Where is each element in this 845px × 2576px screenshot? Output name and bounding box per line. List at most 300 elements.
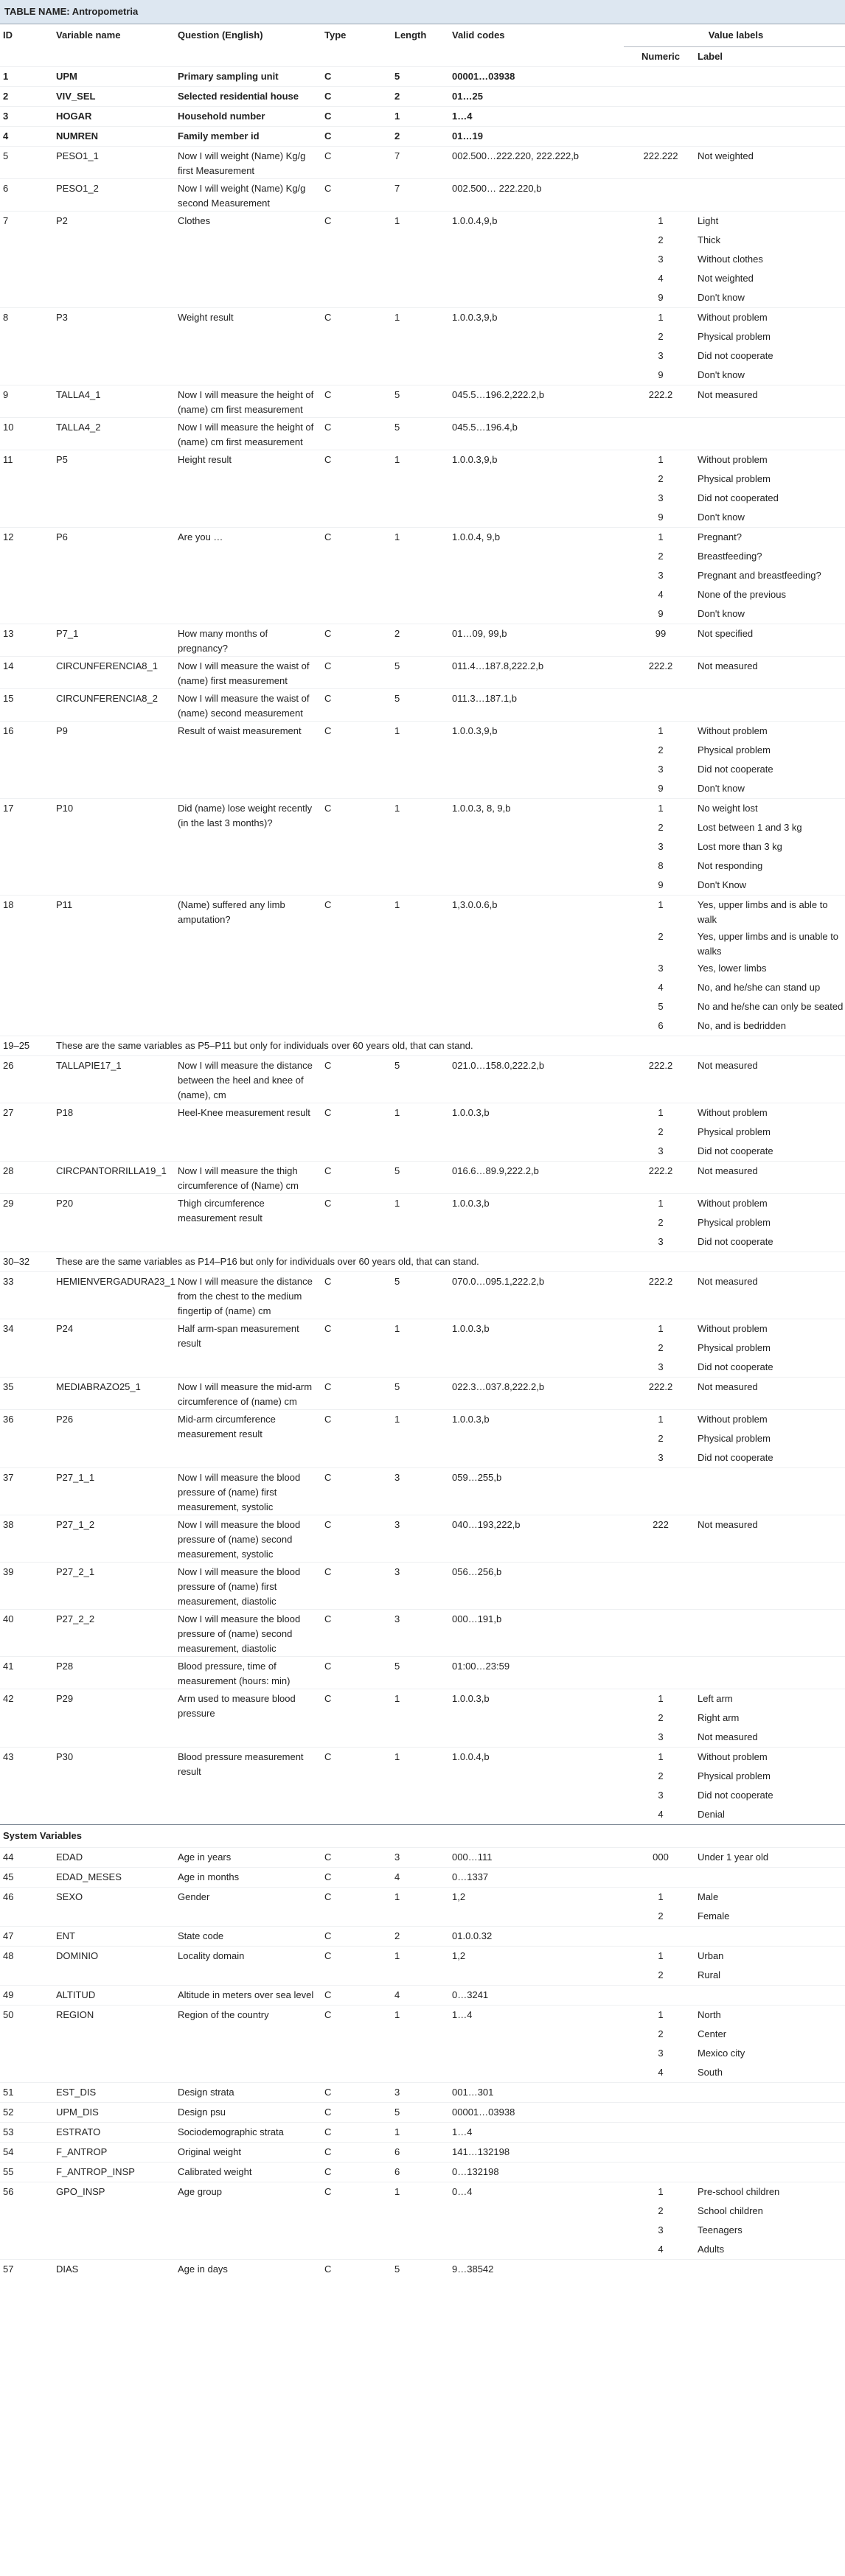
note-row xyxy=(0,1036,845,1056)
value-numeric: 000 xyxy=(624,1848,695,1868)
row-id: 42 xyxy=(0,1689,53,1748)
valid-codes: 011.4…187.8,222.2,b xyxy=(449,657,624,689)
header-variable-name: Variable name xyxy=(56,29,121,41)
table-row xyxy=(0,2083,845,2103)
value-label: Yes, upper limbs and is unable to walks xyxy=(698,931,839,957)
type-value: C xyxy=(321,385,392,418)
type-value: C xyxy=(321,1610,392,1657)
value-numeric xyxy=(624,127,695,147)
valid-codes: 002.500…222.220, 222.222,b xyxy=(449,147,624,179)
row-id: 47 xyxy=(0,1927,53,1947)
variable-name: P27_2_1 xyxy=(53,1563,175,1610)
value-label: Center xyxy=(698,2028,727,2039)
value-label xyxy=(695,1868,845,1888)
row-id: 48 xyxy=(0,1947,53,1986)
table-row xyxy=(0,722,845,741)
row-id: 12 xyxy=(0,528,53,624)
question-text: Age in days xyxy=(175,2260,321,2280)
table-row xyxy=(0,2103,845,2123)
type-value: C xyxy=(321,657,392,689)
value-label: Urban xyxy=(695,1947,845,1966)
valid-codes: 1.0.0.3,b xyxy=(449,1410,624,1468)
value-label: Did not cooperated xyxy=(698,492,779,503)
section-title: System Variables xyxy=(0,1825,845,1848)
question-text: Did (name) lose weight recently (in the last 3 months)? xyxy=(175,799,321,896)
row-id: 36 xyxy=(0,1410,53,1468)
question-text: (Name) suffered any limb amputation? xyxy=(175,896,321,1036)
valid-codes: 00001…03938 xyxy=(449,67,624,87)
question-text: Now I will measure the blood pressure of (name) second measurement, systolic xyxy=(175,1515,321,1563)
value-numeric: 1 xyxy=(624,799,695,819)
row-id: 11 xyxy=(0,450,53,528)
value-numeric xyxy=(624,1563,695,1610)
value-numeric: 1 xyxy=(624,1319,695,1339)
question-text: Height result xyxy=(175,450,321,528)
table-row xyxy=(0,1986,845,2006)
value-numeric: 1 xyxy=(624,1194,695,1214)
value-numeric: 2 xyxy=(658,744,664,755)
row-id: 33 xyxy=(0,1272,53,1319)
valid-codes: 1.0.0.3,b xyxy=(449,1103,624,1162)
variable-name: SEXO xyxy=(53,1888,175,1927)
variable-name: P3 xyxy=(53,308,175,385)
table-body xyxy=(0,67,845,2280)
valid-codes: 1.0.0.3,9,b xyxy=(449,722,624,799)
value-label: Without clothes xyxy=(698,254,763,265)
value-label: Not specified xyxy=(695,624,845,657)
row-id: 39 xyxy=(0,1563,53,1610)
variable-name: ESTRATO xyxy=(53,2123,175,2143)
table-row xyxy=(0,1848,845,1868)
valid-codes: 016.6…89.9,222.2,b xyxy=(449,1162,624,1194)
type-value: C xyxy=(321,1689,392,1748)
type-value: C xyxy=(321,1848,392,1868)
header-value-labels: Value labels xyxy=(624,24,845,47)
valid-codes: 00001…03938 xyxy=(449,2103,624,2123)
value-numeric xyxy=(624,1986,695,2006)
row-id: 46 xyxy=(0,1888,53,1927)
valid-codes: 070.0…095.1,222.2,b xyxy=(449,1272,624,1319)
value-numeric: 3 xyxy=(658,492,664,503)
table-row xyxy=(0,1410,845,1430)
length-value: 1 xyxy=(392,528,449,624)
length-value: 5 xyxy=(392,418,449,450)
question-text: Design strata xyxy=(175,2083,321,2103)
value-label: Don't know xyxy=(698,512,745,523)
question-text: Now I will weight (Name) Kg/g first Measurement xyxy=(175,147,321,179)
type-value: C xyxy=(321,179,392,212)
length-value: 3 xyxy=(392,2083,449,2103)
value-numeric: 3 xyxy=(658,1145,664,1156)
type-value: C xyxy=(321,1563,392,1610)
valid-codes: 1…4 xyxy=(449,107,624,127)
row-id: 53 xyxy=(0,2123,53,2143)
row-id: 4 xyxy=(0,127,53,147)
value-numeric: 222.2 xyxy=(624,1056,695,1103)
value-numeric: 222.2 xyxy=(624,657,695,689)
header-question: Question (English) xyxy=(178,29,263,41)
table-row xyxy=(0,179,845,212)
type-value: C xyxy=(321,107,392,127)
value-numeric: 9 xyxy=(658,512,664,523)
table-row xyxy=(0,1868,845,1888)
length-value: 2 xyxy=(392,87,449,107)
value-numeric: 1 xyxy=(624,2182,695,2202)
valid-codes: 059…255,b xyxy=(449,1468,624,1515)
value-numeric: 2 xyxy=(658,1969,664,1980)
question-text: Blood pressure, time of measurement (hours: min) xyxy=(175,1657,321,1689)
question-text: Result of waist measurement xyxy=(175,722,321,799)
type-value: C xyxy=(321,2006,392,2083)
row-id: 15 xyxy=(0,689,53,722)
table-row xyxy=(0,87,845,107)
value-numeric xyxy=(624,107,695,127)
question-text: Now I will measure the waist of (name) second measurement xyxy=(175,689,321,722)
table-title: TABLE NAME: Antropometria xyxy=(0,0,845,24)
question-text: Now I will measure the height of (name) cm first measurement xyxy=(175,385,321,418)
value-label xyxy=(695,2163,845,2182)
value-numeric: 9 xyxy=(658,783,664,794)
header-id: ID xyxy=(3,29,13,41)
length-value: 5 xyxy=(392,1657,449,1689)
variable-name: REGION xyxy=(53,2006,175,2083)
row-id: 51 xyxy=(0,2083,53,2103)
value-label xyxy=(695,418,845,450)
valid-codes: 1,2 xyxy=(449,1888,624,1927)
value-numeric: 9 xyxy=(658,369,664,380)
question-text: Now I will measure the blood pressure of (name) second measurement, diastolic xyxy=(175,1610,321,1657)
variable-name: UPM_DIS xyxy=(53,2103,175,2123)
value-numeric xyxy=(624,2143,695,2163)
type-value: C xyxy=(321,689,392,722)
header-numeric: Numeric xyxy=(641,51,681,62)
row-id: 41 xyxy=(0,1657,53,1689)
value-numeric: 2 xyxy=(658,331,664,342)
type-value: C xyxy=(321,1272,392,1319)
value-numeric: 1 xyxy=(624,896,695,928)
variable-name: F_ANTROP_INSP xyxy=(53,2163,175,2182)
length-value: 5 xyxy=(392,1378,449,1410)
value-numeric: 2 xyxy=(658,1712,664,1723)
row-id: 19–25 xyxy=(0,1036,53,1056)
type-value: C xyxy=(321,896,392,1036)
value-numeric: 4 xyxy=(658,2244,664,2255)
valid-codes: 045.5…196.4,b xyxy=(449,418,624,450)
value-numeric: 4 xyxy=(658,273,664,284)
row-id: 57 xyxy=(0,2260,53,2280)
table-row xyxy=(0,147,845,179)
row-id: 1 xyxy=(0,67,53,87)
value-numeric: 2 xyxy=(658,551,664,562)
value-label: Not measured xyxy=(698,1731,758,1742)
value-label: No, and he/she can stand up xyxy=(698,982,821,993)
type-value: C xyxy=(321,1378,392,1410)
length-value: 1 xyxy=(392,896,449,1036)
value-numeric: 9 xyxy=(658,608,664,619)
length-value: 4 xyxy=(392,1986,449,2006)
question-text: Mid-arm circumference measurement result xyxy=(175,1410,321,1468)
value-label: Light xyxy=(695,212,845,231)
value-numeric xyxy=(624,2260,695,2280)
value-label xyxy=(695,2103,845,2123)
length-value: 5 xyxy=(392,689,449,722)
variable-name: P5 xyxy=(53,450,175,528)
value-label: Mexico city xyxy=(698,2048,745,2059)
length-value: 5 xyxy=(392,2103,449,2123)
value-label: Without problem xyxy=(695,308,845,328)
table-row xyxy=(0,1888,845,1907)
type-value: C xyxy=(321,1748,392,1825)
question-text: Now I will measure the thigh circumference of (Name) cm xyxy=(175,1162,321,1194)
row-id: 35 xyxy=(0,1378,53,1410)
table-row xyxy=(0,1947,845,1966)
length-value: 2 xyxy=(392,624,449,657)
valid-codes: 022.3…037.8,222.2,b xyxy=(449,1378,624,1410)
variable-name: UPM xyxy=(53,67,175,87)
value-label: Not measured xyxy=(695,385,845,418)
value-numeric: 99 xyxy=(624,624,695,657)
length-value: 1 xyxy=(392,1947,449,1986)
length-value: 3 xyxy=(392,1610,449,1657)
valid-codes: 000…191,b xyxy=(449,1610,624,1657)
variable-name: P10 xyxy=(53,799,175,896)
type-value: C xyxy=(321,1657,392,1689)
type-value: C xyxy=(321,418,392,450)
variable-name: P11 xyxy=(53,896,175,1036)
value-label: Physical problem xyxy=(698,1770,771,1781)
valid-codes: 1…4 xyxy=(449,2123,624,2143)
value-numeric: 3 xyxy=(658,1236,664,1247)
value-label: Don't Know xyxy=(698,879,747,890)
variable-name: P18 xyxy=(53,1103,175,1162)
type-value: C xyxy=(321,67,392,87)
value-label: Don't know xyxy=(698,292,745,303)
value-numeric: 2 xyxy=(658,473,664,484)
value-numeric xyxy=(624,2083,695,2103)
table-row xyxy=(0,2182,845,2202)
type-value: C xyxy=(321,1194,392,1252)
value-label: Without problem xyxy=(695,1103,845,1123)
variable-name: P9 xyxy=(53,722,175,799)
value-numeric xyxy=(624,689,695,722)
value-label xyxy=(695,67,845,87)
table-row xyxy=(0,657,845,689)
section-row xyxy=(0,1825,845,1848)
length-value: 7 xyxy=(392,147,449,179)
question-text: State code xyxy=(175,1927,321,1947)
variable-name: P30 xyxy=(53,1748,175,1825)
valid-codes: 021.0…158.0,222.2,b xyxy=(449,1056,624,1103)
value-numeric: 2 xyxy=(658,822,664,833)
type-value: C xyxy=(321,2103,392,2123)
length-value: 1 xyxy=(392,799,449,896)
table-row xyxy=(0,2006,845,2025)
row-id: 50 xyxy=(0,2006,53,2083)
row-id: 54 xyxy=(0,2143,53,2163)
variable-name: P27_1_1 xyxy=(53,1468,175,1515)
value-label xyxy=(695,2260,845,2280)
question-text: Now I will measure the distance between the heel and knee of (name), cm xyxy=(175,1056,321,1103)
question-text: Selected residential house xyxy=(175,87,321,107)
value-label xyxy=(695,689,845,722)
value-label: Under 1 year old xyxy=(695,1848,845,1868)
value-label: None of the previous xyxy=(698,589,786,600)
row-id: 9 xyxy=(0,385,53,418)
valid-codes: 01…09, 99,b xyxy=(449,624,624,657)
value-label: Without problem xyxy=(695,1410,845,1430)
question-text: Blood pressure measurement result xyxy=(175,1748,321,1825)
value-label: Physical problem xyxy=(698,1217,771,1228)
variable-name: P20 xyxy=(53,1194,175,1252)
value-numeric: 4 xyxy=(624,1805,695,1825)
row-id: 30–32 xyxy=(0,1252,53,1272)
length-value: 7 xyxy=(392,179,449,212)
length-value: 3 xyxy=(392,1515,449,1563)
value-label xyxy=(695,1563,845,1610)
valid-codes: 045.5…196.2,222.2,b xyxy=(449,385,624,418)
length-value: 1 xyxy=(392,1888,449,1927)
value-label: Did not cooperate xyxy=(698,1361,773,1372)
value-label: Lost more than 3 kg xyxy=(698,841,782,852)
row-id: 52 xyxy=(0,2103,53,2123)
table-row xyxy=(0,1468,845,1515)
value-label: Without problem xyxy=(695,450,845,470)
row-id: 43 xyxy=(0,1748,53,1825)
value-numeric: 3 xyxy=(658,1790,664,1801)
row-id: 34 xyxy=(0,1319,53,1378)
question-text: Sociodemographic strata xyxy=(175,2123,321,2143)
value-label: Yes, upper limbs and is able to walk xyxy=(695,896,845,928)
valid-codes: 01…25 xyxy=(449,87,624,107)
variable-name: MEDIABRAZO25_1 xyxy=(53,1378,175,1410)
length-value: 5 xyxy=(392,1272,449,1319)
value-numeric: 5 xyxy=(658,1001,664,1012)
value-numeric: 1 xyxy=(624,722,695,741)
row-id: 13 xyxy=(0,624,53,657)
table-row xyxy=(0,1515,845,1563)
value-numeric: 3 xyxy=(658,841,664,852)
row-id: 56 xyxy=(0,2182,53,2260)
value-label xyxy=(695,2083,845,2103)
value-label: Pre-school children xyxy=(695,2182,845,2202)
variable-name: P6 xyxy=(53,528,175,624)
valid-codes: 056…256,b xyxy=(449,1563,624,1610)
type-value: C xyxy=(321,1986,392,2006)
row-id: 5 xyxy=(0,147,53,179)
length-value: 1 xyxy=(392,1103,449,1162)
value-numeric: 8 xyxy=(658,860,664,871)
row-id: 40 xyxy=(0,1610,53,1657)
variable-name: NUMREN xyxy=(53,127,175,147)
value-label: Not weighted xyxy=(695,147,845,179)
value-numeric: 3 xyxy=(658,2224,664,2235)
table-row xyxy=(0,1103,845,1123)
type-value: C xyxy=(321,450,392,528)
table-row xyxy=(0,107,845,127)
value-numeric: 1 xyxy=(624,1748,695,1767)
row-id: 44 xyxy=(0,1848,53,1868)
value-numeric: 2 xyxy=(658,1126,664,1137)
question-text: Now I will measure the mid-arm circumference of (name) cm xyxy=(175,1378,321,1410)
table-row xyxy=(0,1319,845,1339)
valid-codes: 0…1337 xyxy=(449,1868,624,1888)
value-numeric: 1 xyxy=(624,2006,695,2025)
valid-codes: 1.0.0.4,9,b xyxy=(449,212,624,308)
value-label: Physical problem xyxy=(698,331,771,342)
length-value: 5 xyxy=(392,1056,449,1103)
table-row xyxy=(0,896,845,928)
length-value: 3 xyxy=(392,1563,449,1610)
variable-name: CIRCUNFERENCIA8_1 xyxy=(53,657,175,689)
value-numeric: 2 xyxy=(658,931,664,942)
value-label: Did not cooperate xyxy=(698,1236,773,1247)
value-label: Not measured xyxy=(695,1162,845,1194)
variable-name: EDAD_MESES xyxy=(53,1868,175,1888)
type-value: C xyxy=(321,127,392,147)
row-id: 18 xyxy=(0,896,53,1036)
value-numeric: 1 xyxy=(624,308,695,328)
valid-codes: 1.0.0.3,9,b xyxy=(449,450,624,528)
question-text: Household number xyxy=(175,107,321,127)
value-label: Male xyxy=(695,1888,845,1907)
type-value: C xyxy=(321,2143,392,2163)
variable-name: GPO_INSP xyxy=(53,2182,175,2260)
value-numeric: 2 xyxy=(658,1770,664,1781)
value-label: Without problem xyxy=(695,1748,845,1767)
question-text: Now I will measure the height of (name) cm first measurement xyxy=(175,418,321,450)
value-label xyxy=(695,1468,845,1515)
question-text: Now I will measure the waist of (name) first measurement xyxy=(175,657,321,689)
type-value: C xyxy=(321,1888,392,1927)
table-row xyxy=(0,127,845,147)
value-numeric: 2 xyxy=(658,234,664,245)
value-numeric: 2 xyxy=(658,1342,664,1353)
length-value: 1 xyxy=(392,2006,449,2083)
value-numeric: 3 xyxy=(658,764,664,775)
value-label: Don't know xyxy=(698,369,745,380)
row-id: 55 xyxy=(0,2163,53,2182)
value-label: Thick xyxy=(698,234,721,245)
table-row xyxy=(0,799,845,819)
value-numeric: 3 xyxy=(658,350,664,361)
value-label: Pregnant and breastfeeding? xyxy=(698,570,821,581)
question-text: Weight result xyxy=(175,308,321,385)
value-numeric xyxy=(624,1868,695,1888)
value-numeric: 3 xyxy=(658,1731,664,1742)
type-value: C xyxy=(321,2260,392,2280)
variable-name: CIRCUNFERENCIA8_2 xyxy=(53,689,175,722)
value-label: North xyxy=(695,2006,845,2025)
value-label: Physical problem xyxy=(698,1126,771,1137)
valid-codes: 1,2 xyxy=(449,1947,624,1986)
value-numeric xyxy=(624,87,695,107)
variable-name: DOMINIO xyxy=(53,1947,175,1986)
value-numeric: 4 xyxy=(658,982,664,993)
note-row xyxy=(0,1252,845,1272)
length-value: 3 xyxy=(392,1848,449,1868)
row-id: 16 xyxy=(0,722,53,799)
value-numeric: 1 xyxy=(624,1888,695,1907)
question-text: How many months of pregnancy? xyxy=(175,624,321,657)
length-value: 1 xyxy=(392,450,449,528)
value-label xyxy=(695,2143,845,2163)
value-label: No and he/she can only be seated xyxy=(698,1001,844,1012)
note-text: These are the same variables as P14–P16 but only for individuals over 60 years old, that can stand. xyxy=(53,1252,845,1272)
valid-codes: 01.0.0.32 xyxy=(449,1927,624,1947)
table-row xyxy=(0,1689,845,1709)
value-numeric xyxy=(624,2163,695,2182)
value-numeric: 1 xyxy=(624,450,695,470)
